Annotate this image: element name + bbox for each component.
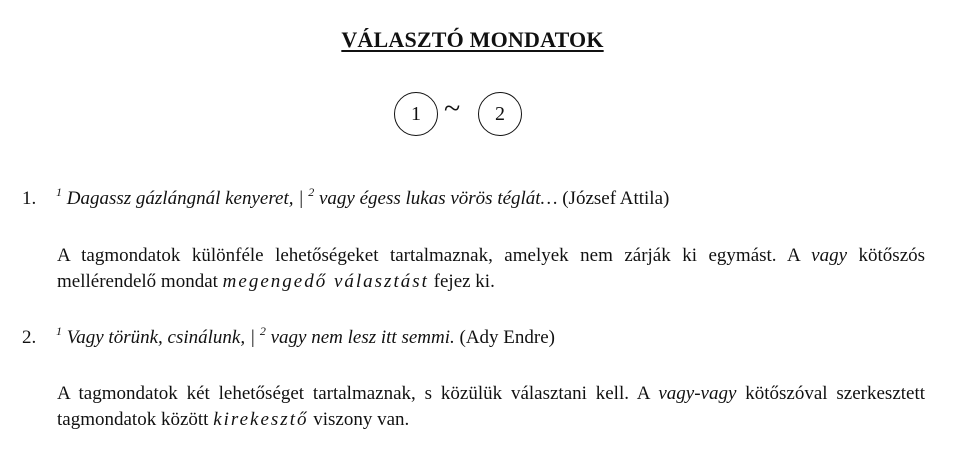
clause-marker: 1 [56, 185, 62, 199]
clause-text: vagy égess lukas vörös téglát… [318, 188, 558, 209]
page-title: VÁLASZTÓ MONDATOK [341, 27, 604, 52]
clause-marker: 1 [56, 324, 62, 338]
explanation-text: kötőszós mellérendelő mondat [57, 245, 926, 292]
emphasis-term: vagy-vagy [658, 383, 737, 404]
clause-text: Vagy törünk, csinálunk, | [66, 327, 256, 348]
clause-1-circle: 1 [394, 92, 438, 136]
key-term: megengedő választást [222, 271, 429, 292]
example-sentence-2 [22, 326, 555, 350]
emphasis-term: vagy [811, 245, 848, 266]
explanation-text: A tagmondatok két lehetőséget tartalmaznak, s közülük választani kell. A [57, 383, 650, 404]
explanation-text: kötőszóval szerkesztett tagmondatok között [57, 383, 926, 430]
clause-text: Dagassz gázlángnál kenyeret, | [66, 188, 304, 209]
explanation-1 [57, 243, 925, 295]
clause-diagram [394, 92, 534, 140]
clause-marker: 2 [259, 324, 266, 338]
example-sentence-1 [22, 187, 669, 211]
author: (Ady Endre) [459, 327, 555, 348]
author: (József Attila) [562, 188, 670, 209]
key-term: kirekesztő [213, 409, 309, 430]
alternative-connector: ~ [444, 92, 461, 125]
clause-marker: 2 [308, 185, 315, 199]
clause-2-circle: 2 [478, 92, 522, 136]
clause-text: vagy nem lesz itt semmi. [270, 327, 455, 348]
item-number: 1. [22, 188, 37, 209]
explanation-text: fejez ki. [433, 271, 495, 292]
explanation-text: A tagmondatok különféle lehetőségeket tartalmaznak, amelyek nem zárják ki egymást. A [57, 245, 800, 266]
item-number: 2. [22, 327, 37, 348]
explanation-2 [57, 381, 925, 433]
explanation-text: viszony van. [313, 409, 410, 430]
